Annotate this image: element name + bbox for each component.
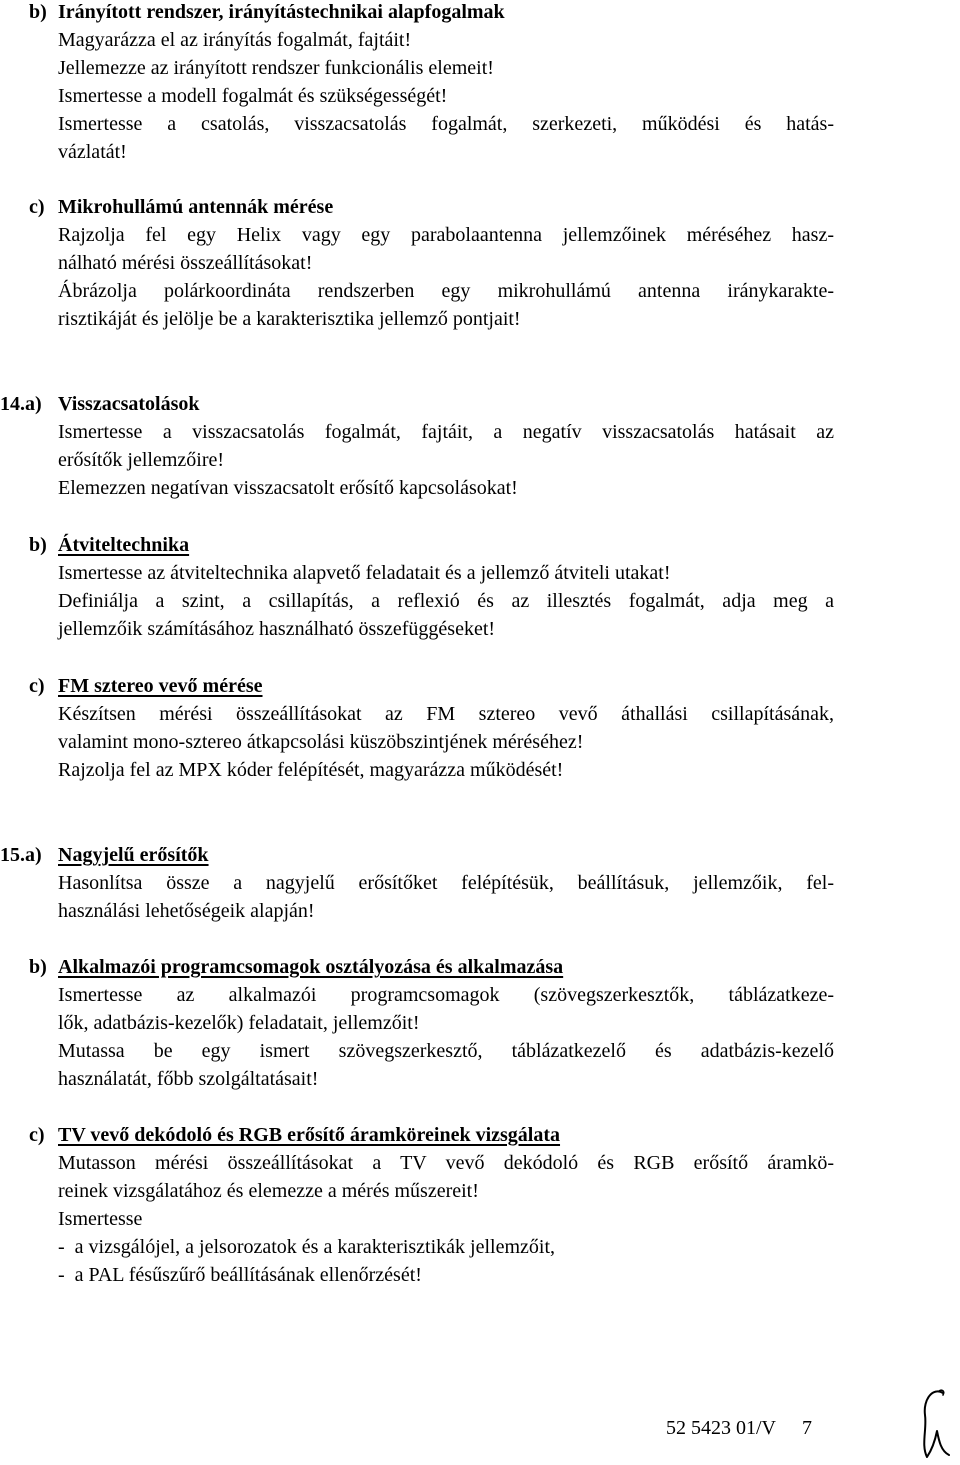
text-line: risztikáját és jelölje be a karakterisztika jellemző pontjait! — [58, 308, 521, 330]
section-heading: 14.a) Visszacsatolások — [0, 393, 200, 415]
text-line: Hasonlítsa össze a nagyjelű erősítőket felépítésük, beállításuk, jellemzőik, fel- — [58, 872, 834, 894]
text-line: Magyarázza el az irányítás fogalmát, fajtáit! — [58, 29, 412, 51]
page-footer — [666, 1414, 812, 1442]
list-item: - a PAL fésűszűrő beállításának ellenőrzését! — [58, 1264, 422, 1286]
page-number: 7 — [802, 1417, 812, 1439]
text-line: vázlatát! — [58, 141, 127, 163]
text-line: lők, adatbázis-kezelők) feladatait, jellemzőit! — [58, 1012, 420, 1034]
section-heading: b) Átviteltechnika — [29, 534, 190, 556]
text-line: használási lehetőségeik alapján! — [58, 900, 315, 922]
section-heading: b) Irányított rendszer, irányítástechnikai alapfogalmak — [29, 1, 505, 23]
section-heading: c) TV vevő dekódoló és RGB erősítő áramköreinek vizsgálata — [29, 1124, 561, 1146]
text-line: Definiálja a szint, a csillapítás, a reflexió és az illesztés fogalmát, adja meg a — [58, 590, 834, 612]
text-line: Elemezzen negatívan visszacsatolt erősítő kapcsolásokat! — [58, 477, 518, 499]
text-line: jellemzőik számításához használható összefüggéseket! — [58, 618, 496, 640]
text-line: Készítsen mérési összeállításokat az FM sztereo vevő áthallási csillapításának, — [58, 703, 834, 725]
document-code: 52 5423 01/V — [666, 1417, 776, 1439]
signature-icon — [915, 1385, 955, 1461]
text-line: valamint mono-sztereo átkapcsolási küszöbszintjének méréséhez! — [58, 731, 584, 753]
text-line: Ismertesse a csatolás, visszacsatolás fogalmát, szerkezeti, működési és hatás- — [58, 113, 834, 135]
section-heading: b) Alkalmazói programcsomagok osztályozása és alkalmazása — [29, 956, 564, 978]
text-line: Ábrázolja polárkoordináta rendszerben egy mikrohullámú antenna iránykarakte- — [58, 280, 834, 302]
text-line: Ismertesse a visszacsatolás fogalmát, fajtáit, a negatív visszacsatolás hatásait az — [58, 421, 834, 443]
text-line: Mutasson mérési összeállításokat a TV vevő dekódoló és RGB erősítő áramkö- — [58, 1152, 834, 1174]
text-line: használatát, főbb szolgáltatásait! — [58, 1068, 319, 1090]
text-line: Jellemezze az irányított rendszer funkcionális elemeit! — [58, 57, 494, 79]
section-heading: c) FM sztereo vevő mérése — [29, 675, 263, 697]
text-line: Rajzolja fel egy Helix vagy egy parabolaantenna jellemzőinek méréséhez hasz- — [58, 224, 834, 246]
section-heading: 15.a) Nagyjelű erősítők — [0, 844, 209, 866]
text-line: Mutassa be egy ismert szövegszerkesztő, táblázatkezelő és adatbázis-kezelő — [58, 1040, 834, 1062]
text-line: Ismertesse az átviteltechnika alapvető feladatait és a jellemző átviteli utakat! — [58, 562, 671, 584]
text-line: nálható mérési összeállításokat! — [58, 252, 313, 274]
text-line: Ismertesse — [58, 1208, 143, 1230]
section-heading: c) Mikrohullámú antennák mérése — [29, 196, 334, 218]
text-line: reinek vizsgálatához és elemezze a mérés műszereit! — [58, 1180, 479, 1202]
text-line: Ismertesse az alkalmazói programcsomagok (szövegszerkesztők, táblázatkeze- — [58, 984, 834, 1006]
text-line: erősítők jellemzőire! — [58, 449, 225, 471]
text-line: Rajzolja fel az MPX kóder felépítését, magyarázza működését! — [58, 759, 564, 781]
list-item: - a vizsgálójel, a jelsorozatok és a karakterisztikák jellemzőit, — [58, 1236, 556, 1258]
text-line: Ismertesse a modell fogalmát és szükségességét! — [58, 85, 448, 107]
